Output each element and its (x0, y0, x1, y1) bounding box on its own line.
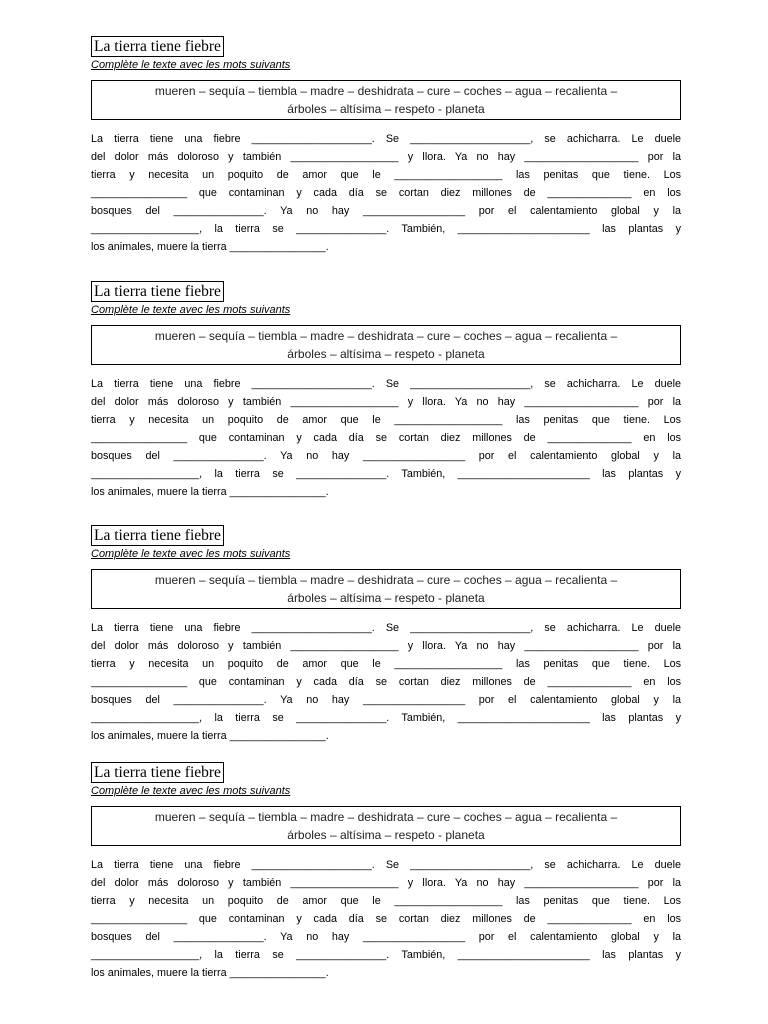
fill-in-paragraph (91, 130, 681, 256)
exercise-instruction: Complète le texte avec les mots suivants (91, 59, 291, 71)
paragraph-line: los animales, muere la tierra ________________. (91, 967, 329, 979)
paragraph-line: tierra y necesita un poquito de amor que le __________________ las penitas que tiene. Los (91, 414, 681, 426)
exercise-section-4 (91, 762, 683, 982)
word-bank-line: árboles – altísima – respeto - planeta (287, 591, 485, 605)
paragraph-line: los animales, muere la tierra ________________. (91, 486, 329, 498)
paragraph-line: La tierra tiene una fiebre ____________________. Se ____________________, se achicharra. Le duele (91, 133, 681, 145)
word-bank (91, 80, 681, 120)
paragraph-line: __________________, la tierra se _______________. También, ______________________ las plantas y (91, 468, 681, 480)
word-bank-line: mueren – sequía – tiembla – madre – deshidrata – cure – coches – agua – recalienta – (154, 573, 618, 587)
fill-in-paragraph (91, 375, 681, 501)
paragraph-line: ________________ que contaminan y cada día se cortan diez millones de ______________ en los (91, 676, 681, 688)
word-bank-line: mueren – sequía – tiembla – madre – deshidrata – cure – coches – agua – recalienta – (154, 84, 618, 98)
paragraph-line: __________________, la tierra se _______________. También, ______________________ las plantas y (91, 949, 681, 961)
paragraph-line: bosques del _______________. Ya no hay _________________ por el calentamiento global y la (91, 694, 681, 706)
paragraph-line: La tierra tiene una fiebre ____________________. Se ____________________, se achicharra. Le duele (91, 622, 681, 634)
paragraph-line: tierra y necesita un poquito de amor que le __________________ las penitas que tiene. Los (91, 658, 681, 670)
paragraph-line: del dolor más doloroso y también __________________ y llora. Ya no hay ___________________ por la (91, 151, 681, 163)
exercise-section-3 (91, 525, 683, 745)
paragraph-line: La tierra tiene una fiebre ____________________. Se ____________________, se achicharra. Le duele (91, 378, 681, 390)
word-bank-line: mueren – sequía – tiembla – madre – deshidrata – cure – coches – agua – recalienta – (154, 810, 618, 824)
paragraph-line: bosques del _______________. Ya no hay _________________ por el calentamiento global y la (91, 205, 681, 217)
paragraph-line: ________________ que contaminan y cada día se cortan diez millones de ______________ en los (91, 913, 681, 925)
paragraph-line: los animales, muere la tierra ________________. (91, 241, 329, 253)
exercise-instruction: Complète le texte avec les mots suivants (91, 304, 291, 316)
paragraph-line: tierra y necesita un poquito de amor que le __________________ las penitas que tiene. Los (91, 895, 681, 907)
word-bank-line: árboles – altísima – respeto - planeta (287, 347, 485, 361)
word-bank-line: mueren – sequía – tiembla – madre – deshidrata – cure – coches – agua – recalienta – (154, 329, 618, 343)
paragraph-line: del dolor más doloroso y también __________________ y llora. Ya no hay ___________________ por la (91, 396, 681, 408)
paragraph-line: tierra y necesita un poquito de amor que le __________________ las penitas que tiene. Los (91, 169, 681, 181)
paragraph-line: bosques del _______________. Ya no hay _________________ por el calentamiento global y la (91, 931, 681, 943)
exercise-title: La tierra tiene fiebre (91, 36, 224, 57)
exercise-title: La tierra tiene fiebre (91, 281, 224, 302)
paragraph-line: bosques del _______________. Ya no hay _________________ por el calentamiento global y la (91, 450, 681, 462)
paragraph-line: __________________, la tierra se _______________. También, ______________________ las plantas y (91, 223, 681, 235)
exercise-section-1 (91, 36, 683, 256)
paragraph-line: los animales, muere la tierra ________________. (91, 730, 329, 742)
paragraph-line: ________________ que contaminan y cada día se cortan diez millones de ______________ en los (91, 187, 681, 199)
exercise-instruction: Complète le texte avec les mots suivants (91, 548, 291, 560)
exercise-section-2 (91, 281, 683, 501)
exercise-instruction: Complète le texte avec les mots suivants (91, 785, 291, 797)
exercise-title: La tierra tiene fiebre (91, 762, 224, 783)
word-bank-line: árboles – altísima – respeto - planeta (287, 102, 485, 116)
fill-in-paragraph (91, 619, 681, 745)
fill-in-paragraph (91, 856, 681, 982)
word-bank (91, 806, 681, 846)
paragraph-line: del dolor más doloroso y también __________________ y llora. Ya no hay ___________________ por la (91, 877, 681, 889)
word-bank (91, 569, 681, 609)
paragraph-line: La tierra tiene una fiebre ____________________. Se ____________________, se achicharra. Le duele (91, 859, 681, 871)
word-bank-line: árboles – altísima – respeto - planeta (287, 828, 485, 842)
paragraph-line: ________________ que contaminan y cada día se cortan diez millones de ______________ en los (91, 432, 681, 444)
paragraph-line: __________________, la tierra se _______________. También, ______________________ las plantas y (91, 712, 681, 724)
word-bank (91, 325, 681, 365)
paragraph-line: del dolor más doloroso y también __________________ y llora. Ya no hay ___________________ por la (91, 640, 681, 652)
exercise-title: La tierra tiene fiebre (91, 525, 224, 546)
